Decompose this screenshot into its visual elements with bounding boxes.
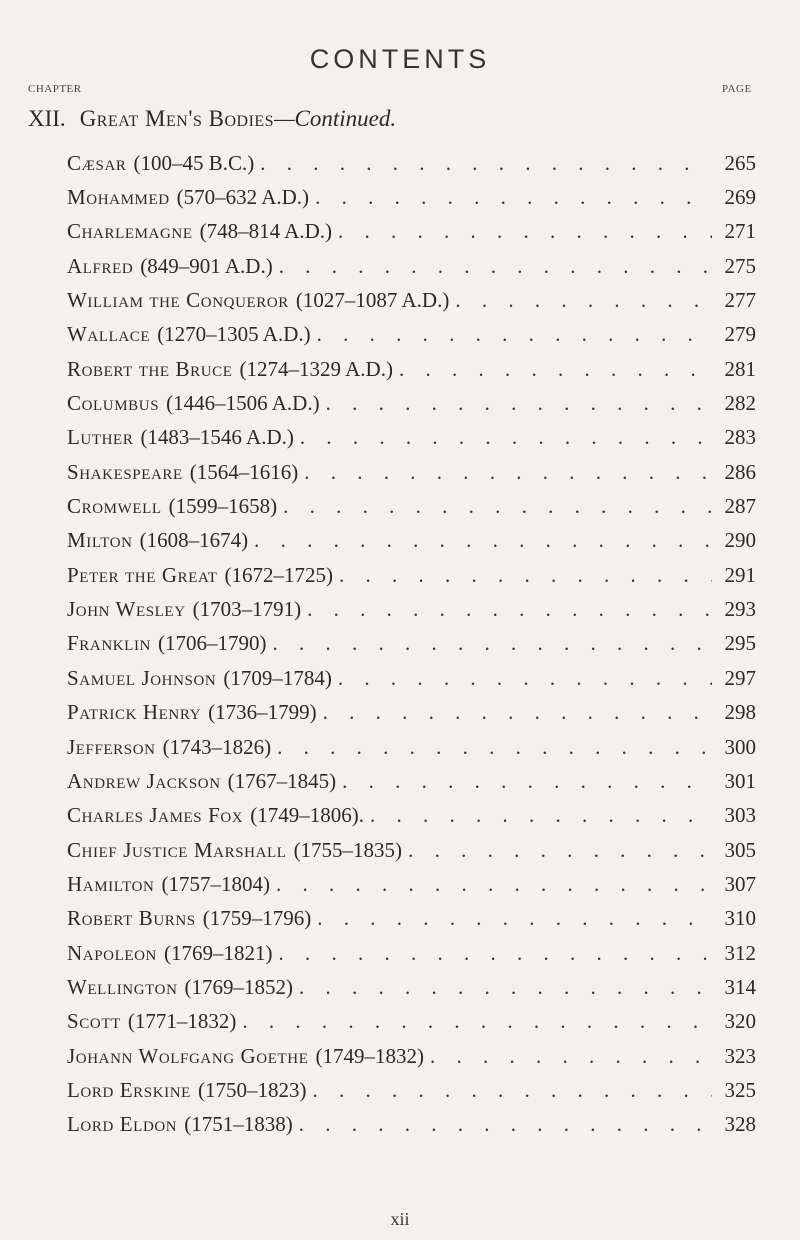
entry-page-number: 305 [724, 837, 756, 862]
entry-dates: (1757–1804) [161, 871, 270, 896]
contents-entry [67, 215, 756, 249]
entry-name: Wellington [67, 974, 178, 999]
entry-page-number: 295 [724, 631, 756, 656]
dot-leader [304, 460, 712, 485]
entry-dates: (1749–1832) [315, 1043, 424, 1068]
entry-name: Franklin [67, 631, 151, 656]
entry-name: Napoleon [67, 940, 157, 965]
entry-name: Chief Justice Marshall [67, 837, 287, 862]
entry-page-number: 323 [724, 1043, 756, 1068]
contents-entry [67, 799, 756, 833]
contents-entry [67, 180, 756, 214]
entry-name: Scott [67, 1009, 121, 1034]
entry-page-number: 293 [724, 597, 756, 622]
dot-leader [455, 288, 712, 313]
entry-page-number: 265 [724, 150, 756, 175]
entry-name: Milton [67, 528, 133, 553]
entry-page-number: 307 [724, 871, 756, 896]
entry-dates: (1446–1506 A.D.) [166, 391, 320, 416]
contents-entry [67, 696, 756, 730]
entry-page-number: 277 [724, 288, 756, 313]
contents-entry [67, 1005, 756, 1039]
entry-name: Hamilton [67, 871, 155, 896]
entry-name: Mohammed [67, 185, 170, 210]
entry-name: Jefferson [67, 734, 156, 759]
entry-name: Wallace [67, 322, 151, 347]
contents-entry [67, 524, 756, 558]
entry-dates: (1483–1546 A.D.) [140, 425, 294, 450]
entry-dates: (1703–1791) [192, 597, 302, 622]
contents-entry [67, 1039, 756, 1073]
entry-dates: (1027–1087 A.D.) [295, 288, 450, 313]
entry-dates: (1608–1674) [139, 528, 249, 553]
dot-leader [338, 219, 712, 244]
contents-entry [67, 558, 756, 592]
entry-page-number: 298 [724, 700, 756, 725]
contents-entry [67, 730, 756, 764]
entry-page-number: 275 [724, 253, 756, 278]
dot-leader [300, 425, 712, 450]
dot-leader [399, 357, 712, 382]
contents-entry [67, 970, 756, 1004]
dot-leader [408, 838, 712, 863]
contents-entry [67, 318, 756, 352]
entry-dates: (1769–1852) [184, 974, 294, 999]
dot-leader [315, 185, 712, 210]
dot-leader [254, 528, 712, 553]
entry-page-number: 301 [724, 768, 756, 793]
entry-dates: (1771–1832) [127, 1009, 237, 1034]
entry-dates: (1709–1784) [223, 665, 332, 690]
entry-dates: (1274–1329 A.D.) [239, 356, 393, 381]
entry-name: Alfred [67, 253, 134, 278]
entry-dates: (1759–1796) [202, 906, 312, 931]
contents-entry [67, 592, 756, 626]
entry-name: William the Conqueror [67, 288, 289, 313]
entry-dates: (1749–1806). [250, 803, 364, 828]
entry-name: Johann Wolfgang Goethe [67, 1043, 309, 1068]
contents-entry [67, 661, 756, 695]
entry-page-number: 325 [724, 1077, 756, 1102]
entry-page-number: 310 [724, 906, 756, 931]
chapter-column-label: CHAPTER [28, 83, 82, 95]
entry-dates: (849–901 A.D.) [140, 253, 273, 278]
entry-dates: (1672–1725) [224, 562, 333, 587]
chapter-heading [28, 106, 396, 132]
dot-leader [277, 735, 712, 760]
contents-entry [67, 627, 756, 661]
entry-dates: (1750–1823) [197, 1077, 307, 1102]
contents-list [67, 146, 756, 1142]
dot-leader [323, 700, 712, 725]
contents-entry [67, 867, 756, 901]
entry-dates: (1743–1826) [162, 734, 272, 759]
dot-leader [260, 151, 712, 176]
entry-name: Robert the Bruce [67, 356, 233, 381]
entry-name: Shakespeare [67, 459, 183, 484]
dot-leader [279, 254, 712, 279]
entry-page-number: 328 [724, 1112, 756, 1137]
entry-dates: (1751–1838) [184, 1112, 293, 1137]
entry-page-number: 286 [724, 459, 756, 484]
entry-name: Columbus [67, 391, 160, 416]
contents-entry [67, 352, 756, 386]
dot-leader [307, 597, 712, 622]
page-column-label: PAGE [722, 83, 752, 95]
entry-dates: (570–632 A.D.) [176, 185, 310, 210]
dot-leader [272, 631, 712, 656]
contents-entry [67, 421, 756, 455]
dot-leader [326, 391, 712, 416]
entry-dates: (1270–1305 A.D.) [157, 322, 311, 347]
contents-entry [67, 936, 756, 970]
entry-page-number: 303 [724, 803, 756, 828]
chapter-number: XII. [28, 106, 66, 131]
entry-page-number: 281 [724, 356, 756, 381]
contents-entry [67, 249, 756, 283]
entry-name: Lord Eldon [67, 1112, 178, 1137]
dot-leader [317, 906, 712, 931]
entry-name: Patrick Henry [67, 700, 202, 725]
entry-page-number: 312 [724, 940, 756, 965]
entry-page-number: 314 [724, 974, 756, 999]
entry-page-number: 297 [724, 665, 756, 690]
dot-leader [338, 666, 712, 691]
dot-leader [242, 1009, 712, 1034]
dot-leader [283, 494, 712, 519]
entry-page-number: 300 [724, 734, 756, 759]
entry-name: Cromwell [67, 494, 162, 519]
entry-dates: (1769–1821) [163, 940, 273, 965]
entry-name: Peter the Great [67, 562, 218, 587]
entry-page-number: 282 [724, 391, 756, 416]
entry-page-number: 287 [724, 494, 756, 519]
entry-page-number: 269 [724, 185, 756, 210]
dot-leader [299, 975, 712, 1000]
dot-leader [276, 872, 712, 897]
contents-entry [67, 764, 756, 798]
contents-entry [67, 902, 756, 936]
entry-name: Samuel Johnson [67, 665, 217, 690]
entry-name: Charlemagne [67, 219, 193, 244]
entry-name: John Wesley [67, 597, 186, 622]
chapter-continued: —Continued. [274, 106, 397, 131]
contents-entry [67, 386, 756, 420]
dot-leader [342, 769, 712, 794]
entry-page-number: 320 [724, 1009, 756, 1034]
entry-dates: (748–814 A.D.) [199, 219, 333, 244]
entry-dates: (1706–1790) [157, 631, 267, 656]
entry-page-number: 290 [724, 528, 756, 553]
contents-entry [67, 146, 756, 180]
dot-leader [430, 1044, 712, 1069]
entry-dates: (1564–1616) [189, 459, 299, 484]
contents-entry [67, 283, 756, 317]
contents-entry [67, 833, 756, 867]
entry-dates: (1767–1845) [227, 768, 337, 793]
entry-page-number: 291 [724, 562, 756, 587]
entry-page-number: 271 [724, 219, 756, 244]
entry-dates: (1755–1835) [293, 837, 403, 862]
dot-leader [370, 803, 712, 828]
dot-leader [278, 941, 712, 966]
dot-leader [339, 563, 712, 588]
entry-name: Luther [67, 425, 134, 450]
entry-name: Andrew Jackson [67, 768, 221, 793]
entry-name: Cæsar [67, 150, 127, 175]
dot-leader [312, 1078, 712, 1103]
entry-name: Charles James Fox [67, 803, 244, 828]
entry-name: Lord Erskine [67, 1077, 191, 1102]
entry-dates: (1736–1799) [208, 700, 317, 725]
entry-page-number: 283 [724, 425, 756, 450]
contents-entry [67, 489, 756, 523]
page-number: xii [390, 1209, 410, 1229]
entry-dates: (1599–1658) [168, 494, 278, 519]
contents-entry [67, 455, 756, 489]
entry-dates: (100–45 B.C.) [133, 150, 255, 175]
page-title: CONTENTS [309, 44, 491, 74]
entry-name: Robert Burns [67, 906, 196, 931]
dot-leader [317, 322, 712, 347]
dot-leader [299, 1112, 712, 1137]
contents-entry [67, 1073, 756, 1107]
chapter-title: Great Men's Bodies [79, 106, 275, 131]
entry-page-number: 279 [724, 322, 756, 347]
contents-entry [67, 1108, 756, 1142]
